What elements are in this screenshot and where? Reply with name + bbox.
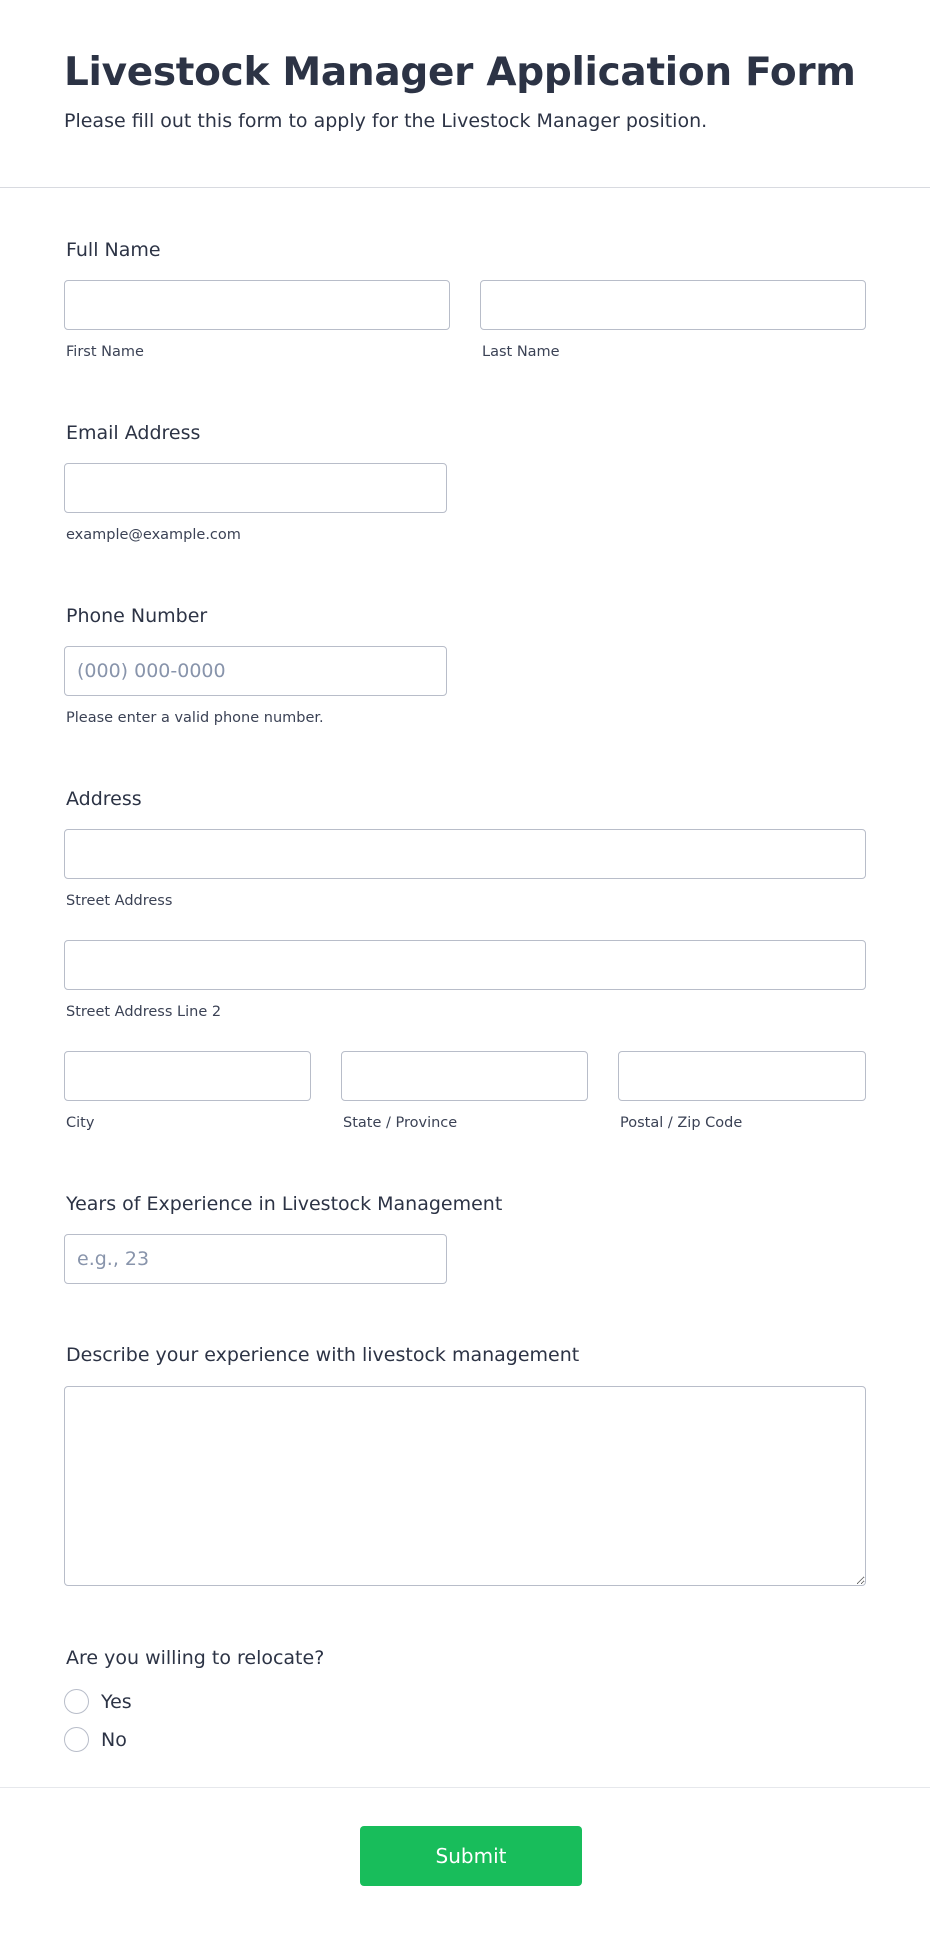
state-input[interactable]	[341, 1051, 588, 1101]
city-sublabel: City	[66, 1115, 95, 1131]
phone-label: Phone Number	[66, 605, 208, 627]
relocate-label: Are you willing to relocate?	[66, 1647, 325, 1669]
street-address-line2-input[interactable]	[64, 940, 866, 990]
phone-input[interactable]	[64, 646, 447, 696]
experience-years-label: Years of Experience in Livestock Management	[66, 1193, 503, 1215]
radio-label-no: No	[101, 1728, 127, 1751]
radio-label-yes: Yes	[101, 1690, 132, 1713]
last-name-input[interactable]	[480, 280, 866, 330]
email-label: Email Address	[66, 422, 201, 444]
form-header	[0, 0, 930, 188]
address-label: Address	[66, 788, 142, 810]
experience-description-label: Describe your experience with livestock management	[66, 1344, 580, 1366]
zip-code-input[interactable]	[618, 1051, 866, 1101]
email-sublabel: example@example.com	[66, 527, 241, 543]
phone-sublabel: Please enter a valid phone number.	[66, 710, 324, 726]
experience-years-input[interactable]	[64, 1234, 447, 1284]
relocate-option-no[interactable]	[64, 1727, 127, 1752]
radio-button-no[interactable]	[64, 1727, 89, 1752]
email-input[interactable]	[64, 463, 447, 513]
city-input[interactable]	[64, 1051, 311, 1101]
relocate-option-yes[interactable]	[64, 1689, 132, 1714]
state-sublabel: State / Province	[343, 1115, 458, 1131]
footer-divider	[0, 1787, 930, 1788]
street-address-input[interactable]	[64, 829, 866, 879]
experience-description-textarea[interactable]	[64, 1386, 866, 1586]
first-name-input[interactable]	[64, 280, 450, 330]
street-address-sublabel: Street Address	[66, 893, 173, 909]
submit-button[interactable]: Submit	[360, 1826, 582, 1886]
form-subtitle: Please fill out this form to apply for the Livestock Manager position.	[64, 110, 708, 132]
form-title: Livestock Manager Application Form	[64, 50, 856, 95]
full-name-label: Full Name	[66, 239, 161, 261]
first-name-sublabel: First Name	[66, 344, 144, 360]
zip-code-sublabel: Postal / Zip Code	[620, 1115, 743, 1131]
last-name-sublabel: Last Name	[482, 344, 560, 360]
radio-button-yes[interactable]	[64, 1689, 89, 1714]
street-address-line2-sublabel: Street Address Line 2	[66, 1004, 222, 1020]
